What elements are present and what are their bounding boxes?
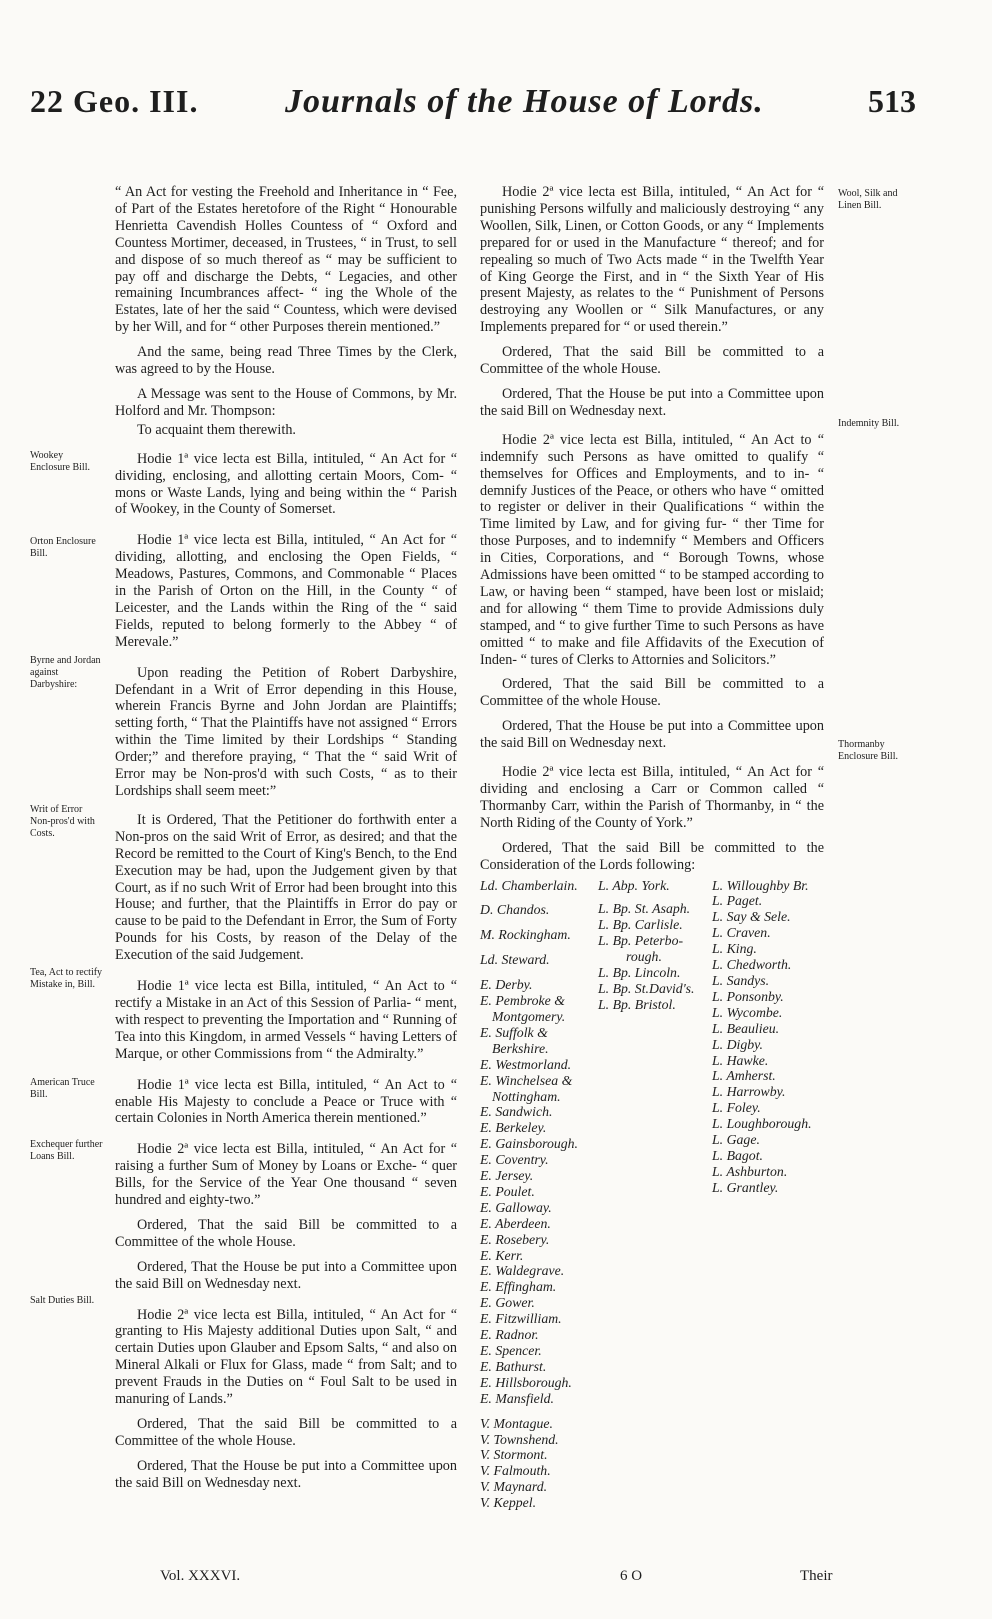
lord-name: E. Spencer. bbox=[480, 1343, 542, 1358]
order: Ordered, That the House be put into a Committee upon the said Bill on Wednesday next. bbox=[115, 1457, 457, 1491]
lord-name: Ld. Steward. bbox=[480, 952, 550, 968]
order: Ordered, That the said Bill be committed to a Committee of the whole House. bbox=[115, 1416, 457, 1449]
bill-reading: Hodie 1ª vice lecta est Billa, intituled, “ An Act for “ dividing, enclosing, and allotting certain Moors, Com- “ mons or Waste Lands, lying and being within the “ Parish of Wookey, in the County of Somerset. bbox=[115, 450, 457, 518]
lords-column-2 bbox=[598, 878, 706, 1013]
lords-committee-list bbox=[480, 877, 824, 1511]
lord-name: V. Montague. bbox=[480, 1415, 553, 1431]
lord-name: L. Say & Sele. bbox=[712, 909, 791, 925]
margin-note-wool: Wool, Silk and Linen Bill. bbox=[838, 188, 898, 211]
lord-name: E. Effingham. bbox=[480, 1279, 557, 1295]
running-title: Journals of the House of Lords. bbox=[285, 83, 764, 120]
bill-reading: Hodie 1ª vice lecta est Billa, intituled, “ An Act for “ dividing, allotting, and enclosing the Open Fields, “ Meadows, Pastures, Commons, and Commonable “ Places in the Parish of Orton on the Hill, in the County “ of Leicester, and the Lands within the Ring of the “ said Fields, reputed to belong formerly to the Abbey “ of Merevale.” bbox=[115, 532, 457, 650]
lord-name: V. Falmouth. bbox=[480, 1463, 551, 1479]
margin-note-salt: Salt Duties Bill. bbox=[30, 1295, 95, 1306]
lord-name: L. Loughborough. bbox=[712, 1116, 812, 1132]
page-number: 513 bbox=[868, 83, 916, 119]
order: Ordered, That the House be put into a Committee upon the said Bill on Wednesday next. bbox=[480, 718, 824, 752]
signature-mark: 6 O bbox=[620, 1568, 643, 1584]
lord-name: D. Chandos. bbox=[480, 902, 550, 918]
volume-number: Vol. XXXVI. bbox=[160, 1568, 241, 1584]
margin-note-byrne: Byrne and Jordan against Darbyshire: bbox=[30, 655, 101, 690]
margin-note-exchequer: Exchequer further Loans Bill. bbox=[30, 1139, 103, 1162]
lord-name: L. Bp. St. Asaph. bbox=[598, 901, 691, 917]
lord-name: E. Bathurst. bbox=[480, 1358, 547, 1374]
margin-note-indemnity: Indemnity Bill. bbox=[838, 418, 900, 429]
lord-name: L. Foley. bbox=[712, 1100, 761, 1116]
lord-name: L. Bp. St.David's. bbox=[598, 980, 695, 996]
lord-name: E. Galloway. bbox=[480, 1199, 552, 1215]
lord-name: L. Bp. Carlisle. bbox=[598, 917, 683, 933]
bill-reading: Hodie 2ª vice lecta est Billa, intituled, “ An Act to “ indemnify such Persons as have omitted to qualify “ themselves for Offices and Employments, and to in- “ demnify Justices of the Peace, or others who have “ omitted to register or deliver in their Qualifications “ within the Time limited by Law, and for giving fur- “ ther Time for those Purposes, and to indemnify “ Members and Officers in Cities, Corporations, and “ Borough Towns, whose Admissions have been omitted “ to be stamped according to Law, or having been “ stamped, have been lost or mislaid; and for allowing “ them Time to provide Admissions duly stamped, and “ to give further Time to such Persons as have omitted “ to make and file Affidavits of the Execution of Inden- “ tures of Clerks to Attornies and Solicitors.” bbox=[480, 431, 824, 668]
lord-name: L. Willoughby Br. bbox=[712, 877, 809, 893]
bill-reading: Hodie 2ª vice lecta est Billa, intituled, “ An Act for “ raising a further Sum of Money by Loans or Exche- “ quer Bills, for the Service of the Year One thousand “ seven hundred and eighty-two.” bbox=[115, 1141, 457, 1209]
regnal-year: 22 Geo. III. bbox=[30, 83, 199, 119]
order: It is Ordered, That the Petitioner do forthwith enter a Non-pros on the said Writ of Error, as desired; and that the Record be remitted to the Court of King's Bench, to the End Execution may be had, upon the Judgement given by that Court, as if no such Writ of Error had been brought into this House; and further, that the Plaintiffs in Error do pay or cause to be paid to the Defendant in Error, the Sum of Forty Pounds for his Costs, by reason of the Delay of the Execution of the said Judgement. bbox=[115, 811, 457, 964]
lord-name: E. Gainsborough. bbox=[480, 1136, 578, 1152]
lords-column-1 bbox=[480, 878, 595, 1512]
page-header bbox=[0, 83, 992, 143]
lord-name: E. Jersey. bbox=[480, 1168, 534, 1184]
left-column bbox=[115, 184, 457, 1500]
margin-note-orton: Orton Enclosure Bill. bbox=[30, 536, 96, 559]
bill-reading: Hodie 2ª vice lecta est Billa, intituled, “ An Act for “ granting to His Majesty additional Duties upon Salt, “ and certain Duties upon Glauber and Epsom Salts, “ and also on Mineral Alkali or Flux for Glass, made “ from Salt; and to prevent Frauds in the Duties on “ Foul Salt to be used in manuring of Lands.” bbox=[115, 1306, 457, 1408]
lord-name: E. Mansfield. bbox=[480, 1390, 554, 1406]
lords-column-3 bbox=[712, 878, 827, 1196]
lord-name: L. Bagot. bbox=[712, 1147, 763, 1163]
lord-name: E. Derby. bbox=[480, 977, 533, 993]
margin-note-wookey: Wookey Enclosure Bill. bbox=[30, 450, 90, 473]
lord-name: E. Westmorland. bbox=[480, 1056, 572, 1072]
lord-name: rough. bbox=[626, 949, 662, 965]
bill-reading: Hodie 1ª vice lecta est Billa, intituled, “ An Act to “ rectify a Mistake in an Act of this Session of Parlia- “ ment, with respect to preventing the Importation and “ Running of Tea into this Kingdom, in armed Vessels “ having Letters of Marque, or other Commissions from “ the Admiralty.” bbox=[115, 978, 457, 1062]
margin-note-tea: Tea, Act to rectify Mistake in, Bill. bbox=[30, 967, 103, 990]
bill-reading: Hodie 2ª vice lecta est Billa, intituled, “ An Act for “ dividing and enclosing a Carr or Common called “ Thormanby Carr, within the Parish of Thormanby, in “ the North Riding of the County of York.” bbox=[480, 764, 824, 831]
paragraph: A Message was sent to the House of Commons, by Mr. Holford and Mr. Thompson: bbox=[115, 385, 457, 419]
order: Ordered, That the said Bill be committed to a Committee of the whole House. bbox=[480, 676, 824, 710]
lord-name: E. Aberdeen. bbox=[480, 1215, 551, 1231]
margin-note-truce: American Truce Bill. bbox=[30, 1077, 95, 1100]
lord-name: L. Paget. bbox=[712, 893, 763, 909]
lord-name: E. Fitzwilliam. bbox=[480, 1311, 562, 1327]
lord-name: V. Maynard. bbox=[480, 1479, 548, 1495]
lord-name: L. Digby. bbox=[712, 1036, 763, 1052]
lord-name: M. Rockingham. bbox=[480, 927, 571, 943]
lord-name: Nottingham. bbox=[492, 1088, 561, 1104]
order: Ordered, That the said Bill be committed to a Committee of the whole House. bbox=[480, 344, 824, 378]
lord-name: E. Rosebery. bbox=[480, 1231, 550, 1247]
lord-name: E. Poulet. bbox=[480, 1183, 535, 1199]
lord-name: L. Beaulieu. bbox=[712, 1020, 780, 1036]
lord-name: V. Keppel. bbox=[480, 1495, 537, 1511]
bill-reading: Hodie 2ª vice lecta est Billa, intituled, “ An Act for “ punishing Persons wilfully and maliciously destroying “ any Woollen, Silk, Linen, or Cotton Goods, or any “ Implements prepared for or used in the Manufacture “ thereof; and for repealing so much of Two Acts made “ in the Twelfth Year of King George the First, and in “ the Sixth Year of His present Majesty, as relates to the “ Punishment of Persons destroying any Woollen or “ Silk Manufactures, or any Implements prepared for “ or used therein.” bbox=[480, 184, 824, 336]
lord-name: L. Gage. bbox=[712, 1132, 760, 1148]
lord-name: L. Wycombe. bbox=[712, 1004, 783, 1020]
lord-name: E. Berkeley. bbox=[480, 1120, 547, 1136]
paragraph: To acquaint them therewith. bbox=[137, 421, 296, 438]
lord-name: L. King. bbox=[712, 941, 757, 957]
lord-name: L. Chedworth. bbox=[712, 957, 792, 973]
bill-reading: Hodie 1ª vice lecta est Billa, intituled, “ An Act to “ enable His Majesty to conclude a Peace or Truce with “ certain Colonies in North America therein mentioned.” bbox=[115, 1076, 457, 1127]
right-column bbox=[480, 184, 824, 1511]
lord-name: L. Ashburton. bbox=[712, 1163, 788, 1179]
catchword: Their bbox=[800, 1568, 833, 1584]
paragraph: And the same, being read Three Times by the Clerk, was agreed to by the House. bbox=[115, 344, 457, 378]
order: Ordered, That the House be put into a Committee upon the said Bill on Wednesday next. bbox=[115, 1258, 457, 1292]
lord-name: V. Townshend. bbox=[480, 1431, 559, 1447]
lord-name: E. Waldegrave. bbox=[480, 1263, 565, 1279]
lord-name: E. Winchelsea & bbox=[480, 1072, 573, 1088]
lord-name: L. Hawke. bbox=[712, 1052, 769, 1068]
lord-name: L. Abp. York. bbox=[598, 877, 670, 893]
petition: Upon reading the Petition of Robert Darbyshire, Defendant in a Writ of Error depending in this House, wherein Francis Byrne and John Jordan are Plaintiffs; setting forth, “ That the Plaintiffs have not assigned “ Errors within the Time limited by their Lordships “ Standing Order;” and therefore praying, “ That the “ said Writ of Error may be Non-pros'd with such Costs, “ as to their Lordships shall seem meet:” bbox=[115, 664, 457, 799]
lord-name: L. Bp. Bristol. bbox=[598, 996, 676, 1012]
order: Ordered, That the said Bill be committed to the Consideration of the Lords following: bbox=[480, 839, 824, 873]
margin-note-writ: Writ of Error Non-pros'd with Costs. bbox=[30, 804, 95, 839]
order: Ordered, That the House be put into a Committee upon the said Bill on Wednesday next. bbox=[480, 385, 824, 419]
lord-name: L. Bp. Lincoln. bbox=[598, 965, 681, 981]
lord-name: Montgomery. bbox=[492, 1008, 566, 1024]
lord-name: E. Suffolk & bbox=[480, 1024, 548, 1040]
order: Ordered, That the said Bill be committed to a Committee of the whole House. bbox=[115, 1216, 457, 1250]
margin-note-thormanby: Thormanby Enclosure Bill. bbox=[838, 739, 898, 762]
page-footer bbox=[0, 1568, 992, 1598]
lord-name: E. Pembroke & bbox=[480, 993, 565, 1009]
lord-name: Ld. Chamberlain. bbox=[480, 877, 578, 893]
lord-name: L. Amherst. bbox=[712, 1068, 776, 1084]
lord-name: E. Coventry. bbox=[480, 1152, 549, 1168]
lord-name: E. Sandwich. bbox=[480, 1104, 553, 1120]
lord-name: L. Bp. Peterbo- bbox=[598, 933, 684, 949]
lord-name: V. Stormont. bbox=[480, 1447, 548, 1463]
lord-name: Berkshire. bbox=[492, 1040, 549, 1056]
lord-name: E. Gower. bbox=[480, 1295, 535, 1311]
lord-name: L. Grantley. bbox=[712, 1179, 779, 1195]
lord-name: E. Kerr. bbox=[480, 1247, 524, 1263]
lord-name: E. Hillsborough. bbox=[480, 1374, 572, 1390]
lord-name: L. Sandys. bbox=[712, 972, 770, 988]
lord-name: L. Harrowby. bbox=[712, 1084, 786, 1100]
lord-name: L. Craven. bbox=[712, 925, 771, 941]
lord-name: E. Radnor. bbox=[480, 1327, 539, 1343]
paragraph: “ An Act for vesting the Freehold and Inheritance in “ Fee, of Part of the Estates heretofore of the Right “ Honourable Henrietta Cavendish Holles Countess of “ Oxford and Countess Mortimer, deceased, in Trustees, “ in Trust, to sell and dispose of so much thereof as “ may be sufficient to pay off and discharge the Debts, “ Legacies, and other remaining Incumbrances affect- “ ing the Whole of the Estates, late of her the said “ Countess, which were devised by her Will, and for “ other Purposes therein mentioned.” bbox=[115, 184, 457, 336]
lord-name: L. Ponsonby. bbox=[712, 988, 784, 1004]
